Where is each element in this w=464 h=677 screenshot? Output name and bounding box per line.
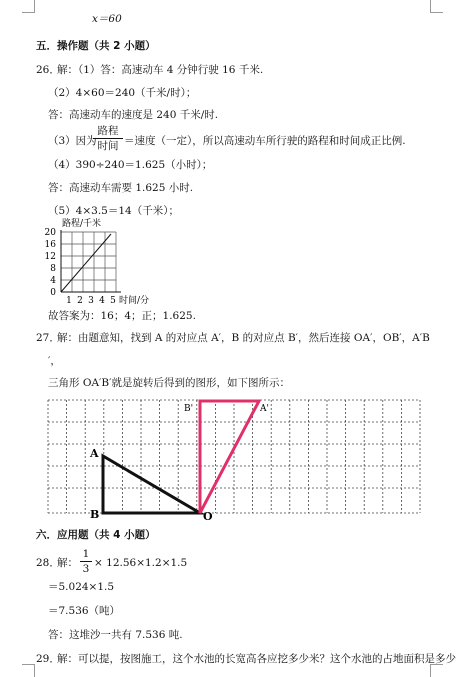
- y-tick-20: 20: [44, 228, 56, 238]
- q26-line-7: （5）4×3.5＝14（千米）；: [48, 205, 179, 217]
- fraction-numerator: 路程: [97, 125, 119, 137]
- q28-fraction-numerator: 1: [82, 548, 90, 560]
- equation-result: x＝60: [92, 13, 122, 25]
- corner-mark-bottom-left: [22, 664, 35, 677]
- section-heading-applications: 六．应用题（共 4 小题）: [36, 529, 156, 541]
- x-tick-1: 1: [66, 296, 72, 306]
- q28-number: 28．: [36, 557, 60, 569]
- y-tick-16: 16: [44, 240, 56, 250]
- point-B-prime-label: B': [184, 404, 194, 414]
- q26-line-3: 答：高速动车的速度是 240 千米/时.: [48, 109, 219, 121]
- q28-line-2: ＝5.024×1.5: [48, 581, 115, 593]
- y-tick-8: 8: [50, 264, 56, 274]
- q27-line-2: ′，: [48, 355, 61, 367]
- x-tick-2: 2: [77, 296, 83, 306]
- x-tick-4: 4: [99, 296, 105, 306]
- q26-line-1: 解：（1）答：高速动车 4 分钟行驶 16 千米.: [57, 64, 264, 76]
- graph-proportional-line: [61, 234, 111, 292]
- section-heading-operations: 五．操作题（共 2 小题）: [36, 40, 156, 52]
- x-tick-5: 5: [110, 296, 116, 306]
- q26-number: 26．: [36, 64, 60, 76]
- point-O-label: O: [203, 510, 213, 520]
- q27-number: 27．: [36, 332, 60, 344]
- q28-expression: × 12.56×1.2×1.5: [94, 557, 188, 569]
- q28-line-3: ＝7.536（吨）: [48, 605, 121, 617]
- q27-line-1: 解：由题意知，找到 A 的对应点 A′，B 的对应点 B′，然后连接 OA′，OB′，A′B: [57, 332, 430, 344]
- original-triangle-OAB: [103, 456, 200, 513]
- q28-answer: 答：这堆沙一共有 7.536 吨.: [48, 629, 183, 641]
- q26-final-answer: 故答案为：16；4；正；1.625.: [48, 310, 196, 322]
- distance-time-graph: [36, 214, 166, 306]
- q26-line-4-post: ＝速度（一定），所以高速动车所行驶的路程和时间成正比例.: [124, 135, 406, 147]
- y-tick-4: 4: [50, 276, 56, 286]
- q26-line-6: 答：高速动车需要 1.625 小时.: [48, 182, 194, 194]
- x-tick-3: 3: [88, 296, 94, 306]
- graph-x-axis-label: 时间/分: [119, 296, 150, 306]
- point-A-prime-label: A': [260, 404, 269, 414]
- rotated-triangle-OA'B': [200, 401, 259, 513]
- q26-line-5: （4）390÷240＝1.625（小时）；: [48, 159, 213, 171]
- q29-number: 29．: [36, 653, 60, 665]
- corner-mark-top-right: [430, 0, 443, 13]
- point-A-label: A: [90, 447, 99, 460]
- q26-line-4-pre: （3）因为: [48, 135, 97, 147]
- point-B-label: B: [90, 508, 100, 520]
- rotation-figure: [46, 398, 424, 520]
- graph-y-axis-label: 路程/千米: [62, 219, 102, 229]
- q29-line-1: 解：可以提，按图施工，这个水池的长宽高各应挖多少米？这个水池的占地面积是多少: [57, 653, 456, 665]
- q26-line-2: （2）4×60＝240（千米/时）；: [48, 87, 197, 99]
- q28-fraction-denominator: 3: [82, 563, 90, 575]
- fraction-denominator: 时间: [97, 140, 119, 152]
- y-tick-0: 0: [50, 288, 56, 298]
- y-tick-12: 12: [44, 252, 56, 262]
- corner-mark-top-left: [22, 0, 35, 13]
- q28-prefix: 解：: [57, 557, 78, 569]
- q27-line-3: 三角形 OA′B′就是旋转后得到的图形，如下图所示：: [48, 377, 291, 389]
